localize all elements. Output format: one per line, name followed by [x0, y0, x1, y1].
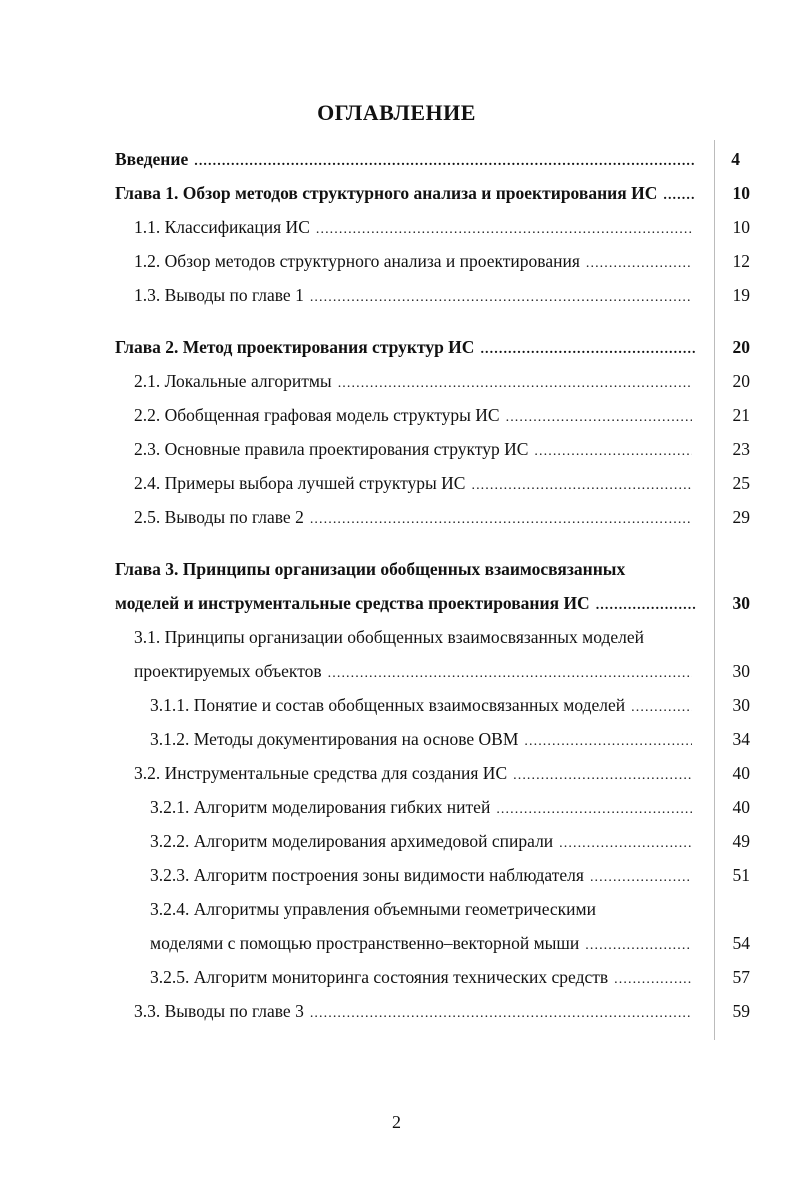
- toc-entry-3-2-4[interactable]: [150, 930, 696, 956]
- toc-entry-label: моделей и инструментальные средства проектирования ИС: [115, 593, 590, 613]
- toc-entry-page: 29: [732, 507, 750, 527]
- leader-dots: [513, 763, 692, 789]
- toc-entry-label: проектируемых объектов: [134, 661, 322, 681]
- toc-entry-label: Введение: [115, 149, 189, 169]
- toc-entry-3-1-line1[interactable]: 3.1. Принципы организации обобщенных взаимосвязанных моделей: [134, 627, 645, 647]
- toc-entry-page: 4: [731, 149, 740, 169]
- leader-dots: [585, 933, 692, 959]
- toc-entry-label: 2.4. Примеры выбора лучшей структуры ИС: [134, 473, 466, 493]
- toc-entry-label: 3.2.5. Алгоритм мониторинга состояния технических средств: [150, 967, 609, 987]
- toc-entry-chapter-1[interactable]: [115, 180, 700, 206]
- toc-entry-page: 59: [732, 1001, 750, 1021]
- toc-entry-page: 51: [732, 865, 750, 885]
- toc-entry-page: 21: [732, 405, 750, 425]
- toc-entry-label: 1.1. Классификация ИС: [134, 217, 310, 237]
- toc-entry-label: 3.2. Инструментальные средства для создания ИС: [134, 763, 508, 783]
- toc-entry-chapter-3-line1[interactable]: Глава 3. Принципы организации обобщенных взаимосвязанных: [115, 559, 626, 579]
- leader-dots: [614, 967, 692, 993]
- toc-entry-page: 40: [732, 763, 750, 783]
- toc-entry-1-1[interactable]: [134, 214, 696, 240]
- toc-entry-page: 20: [732, 337, 750, 357]
- toc-entry-3-2-5[interactable]: [150, 964, 696, 990]
- leader-dots: [328, 661, 692, 687]
- toc-entry-label: 3.1.2. Методы документирования на основе ОВМ: [150, 729, 519, 749]
- leader-dots: [663, 183, 696, 209]
- toc-entry-2-1[interactable]: [134, 368, 696, 394]
- toc-entry-page: 30: [732, 661, 750, 681]
- toc-entry-page: 30: [732, 695, 750, 715]
- toc-entry-2-3[interactable]: [134, 436, 696, 462]
- toc-entry-page: 30: [732, 593, 750, 613]
- toc-entry-label: 3.2.3. Алгоритм построения зоны видимости наблюдателя: [150, 865, 584, 885]
- toc-entry-3-2-1[interactable]: [150, 794, 696, 820]
- toc-entry-page: 49: [732, 831, 750, 851]
- leader-dots: [310, 507, 692, 533]
- toc-entry-label: 3.2.2. Алгоритм моделирования архимедовой спирали: [150, 831, 554, 851]
- leader-dots: [496, 797, 692, 823]
- toc-entry-2-4[interactable]: [134, 470, 696, 496]
- toc-entry-3-2[interactable]: [134, 760, 696, 786]
- toc-entry-1-3[interactable]: [134, 282, 696, 308]
- leader-dots: [590, 865, 692, 891]
- toc-entry-chapter-3[interactable]: [115, 590, 700, 616]
- leader-dots: [586, 251, 692, 277]
- leader-dots: [524, 729, 692, 755]
- toc-entry-page: 10: [732, 183, 750, 203]
- toc-entry-3-1-2[interactable]: [150, 726, 696, 752]
- toc-entry-label: 2.2. Обобщенная графовая модель структуры ИС: [134, 405, 500, 425]
- toc-entry-label: 2.3. Основные правила проектирования структур ИС: [134, 439, 529, 459]
- toc-entry-page: 23: [732, 439, 750, 459]
- leader-dots: [631, 695, 692, 721]
- toc-entry-3-3[interactable]: [134, 998, 696, 1024]
- toc-entry-2-5[interactable]: [134, 504, 696, 530]
- toc-entry-label: 2.1. Локальные алгоритмы: [134, 371, 332, 391]
- toc-entry-page: 20: [732, 371, 750, 391]
- page-title: ОГЛАВЛЕНИЕ: [317, 100, 476, 125]
- toc-entry-1-2[interactable]: [134, 248, 696, 274]
- toc-entry-intro[interactable]: [115, 146, 700, 172]
- toc-entry-page: 10: [732, 217, 750, 237]
- toc-entry-page: 12: [732, 251, 750, 271]
- toc-entry-page: 25: [732, 473, 750, 493]
- toc-entry-3-2-2[interactable]: [150, 828, 696, 854]
- toc-entry-label: 3.2.1. Алгоритм моделирования гибких нитей: [150, 797, 491, 817]
- toc-entry-3-2-4-line1[interactable]: 3.2.4. Алгоритмы управления объемными геометрическими: [150, 899, 596, 919]
- toc-entry-page: 57: [732, 967, 750, 987]
- toc-entry-page: 19: [732, 285, 750, 305]
- toc-entry-2-2[interactable]: [134, 402, 696, 428]
- toc-entry-3-1[interactable]: [134, 658, 696, 684]
- toc-entry-label: Глава 2. Метод проектирования структур ИС: [115, 337, 475, 357]
- toc-entry-label: 1.3. Выводы по главе 1: [134, 285, 304, 305]
- toc-entry-3-2-3[interactable]: [150, 862, 696, 888]
- leader-dots: [596, 593, 696, 619]
- leader-dots: [480, 337, 696, 363]
- toc-entry-label: 3.3. Выводы по главе 3: [134, 1001, 304, 1021]
- toc-entry-label: 1.2. Обзор методов структурного анализа и проектирования: [134, 251, 580, 271]
- leader-dots: [316, 217, 692, 243]
- toc-entry-page: 54: [732, 933, 750, 953]
- toc-entry-label: Глава 1. Обзор методов структурного анализа и проектирования ИС: [115, 183, 658, 203]
- leader-dots: [310, 1001, 692, 1027]
- toc-entry-page: 34: [732, 729, 750, 749]
- leader-dots: [471, 473, 692, 499]
- leader-dots: [559, 831, 692, 857]
- leader-dots: [194, 149, 696, 175]
- toc-entry-page: 40: [732, 797, 750, 817]
- toc-entry-label: 3.1.1. Понятие и состав обобщенных взаимосвязанных моделей: [150, 695, 626, 715]
- toc-entry-3-1-1[interactable]: [150, 692, 696, 718]
- leader-dots: [338, 371, 692, 397]
- toc-entry-label: 2.5. Выводы по главе 2: [134, 507, 304, 527]
- toc-entry-label: моделями с помощью пространственно–векторной мыши: [150, 933, 580, 953]
- leader-dots: [310, 285, 692, 311]
- leader-dots: [534, 439, 692, 465]
- page-number: 2: [392, 1112, 401, 1132]
- leader-dots: [506, 405, 692, 431]
- toc-entry-chapter-2[interactable]: [115, 334, 700, 360]
